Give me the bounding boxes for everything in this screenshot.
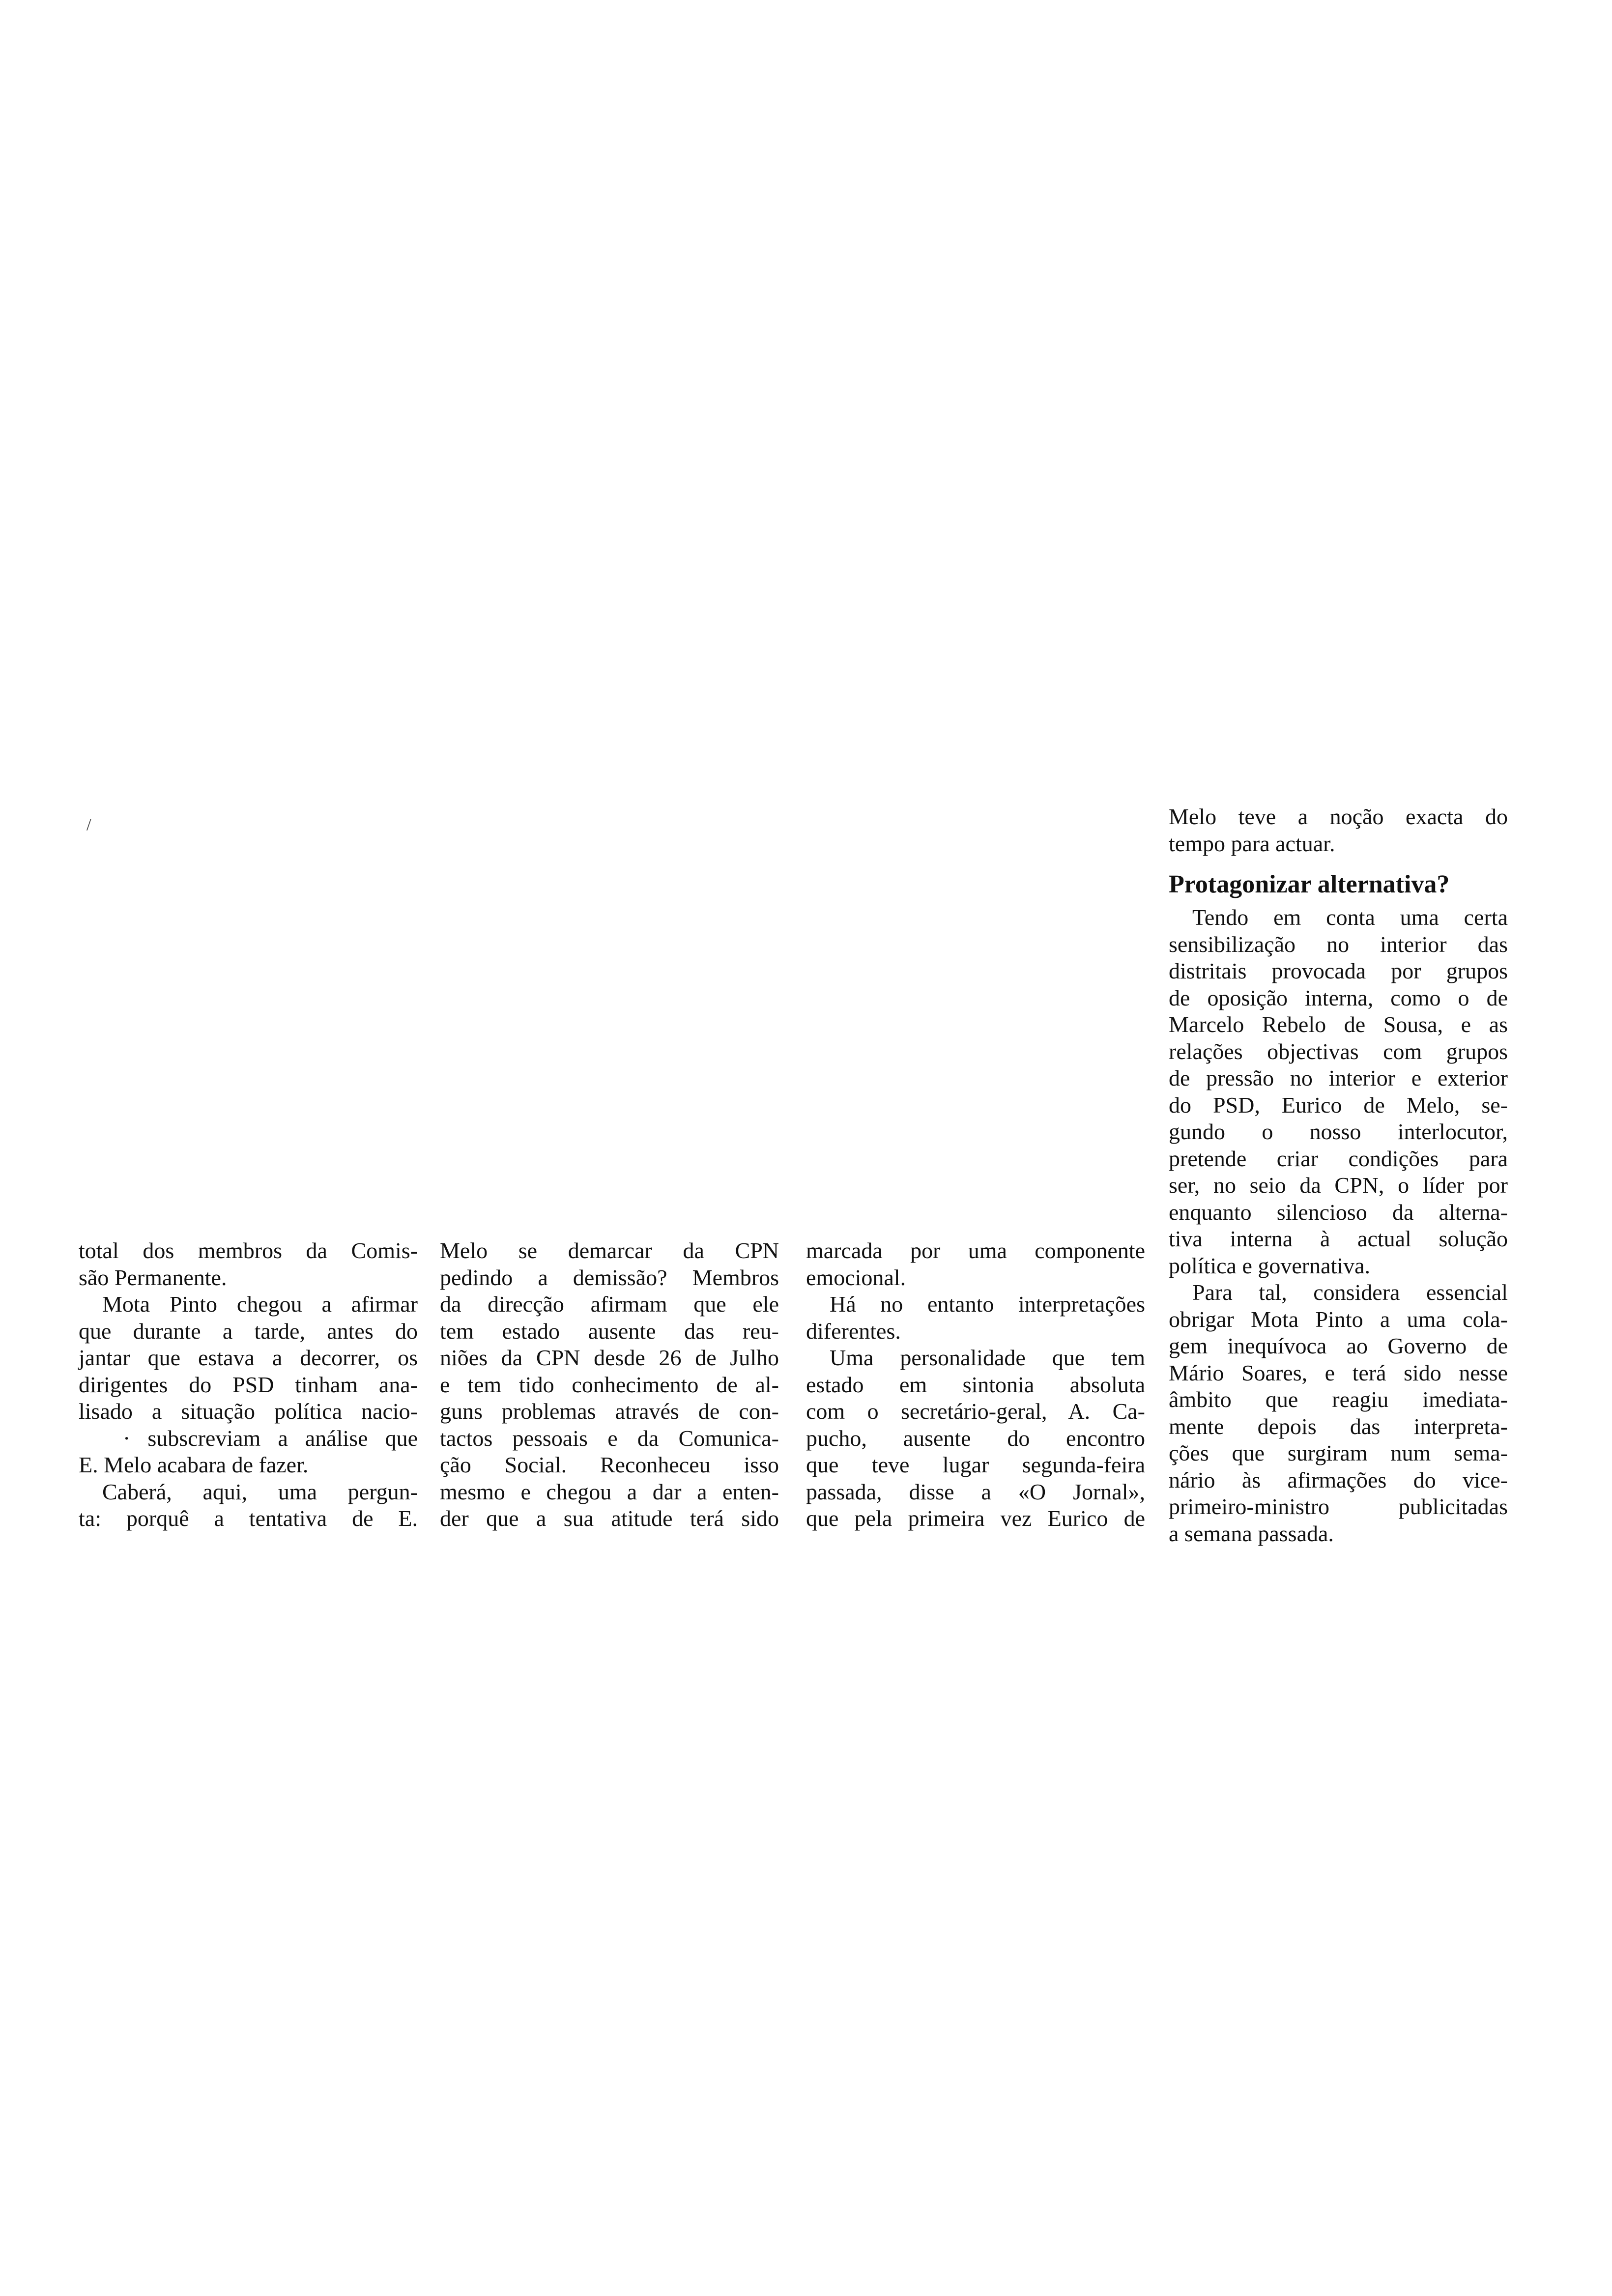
- text-line: Melo teve a noção exacta do: [1169, 804, 1508, 829]
- text-line: gem inequívoca ao Governo de: [1169, 1333, 1508, 1358]
- text-line: der que a sua atitude terá sido: [440, 1506, 779, 1531]
- text-line: Mário Soares, e terá sido nesse: [1169, 1360, 1508, 1385]
- text-line: pretende criar condições para: [1169, 1146, 1508, 1171]
- text-line: enquanto silencioso da alterna-: [1169, 1199, 1508, 1225]
- text-line: Mota Pinto chegou a afirmar: [102, 1292, 418, 1317]
- text-line: · subscreviam a análise que: [123, 1425, 418, 1451]
- section-heading: Protagonizar alternativa?: [1169, 870, 1450, 898]
- article-column-3: [806, 1237, 1145, 1532]
- text-line: tiva interna à actual solução: [1169, 1226, 1508, 1251]
- paragraph: [440, 1237, 779, 1532]
- text-line: a semana passada.: [1169, 1521, 1334, 1546]
- text-line: jantar que estava a decorrer, os: [79, 1345, 418, 1370]
- text-line: passada, disse a «O Jornal»,: [806, 1479, 1145, 1504]
- paragraph: [1169, 1279, 1508, 1547]
- text-line: que pela primeira vez Eurico de: [806, 1506, 1145, 1531]
- text-line: Há no entanto interpretações: [830, 1292, 1145, 1317]
- text-line: mente depois das interpreta-: [1169, 1413, 1508, 1439]
- text-line: Uma personalidade que tem: [830, 1345, 1145, 1370]
- article-column-2: [440, 1237, 779, 1532]
- text-line: de pressão no interior e exterior: [1169, 1065, 1508, 1091]
- text-line: que teve lugar segunda-feira: [806, 1452, 1145, 1477]
- text-line: Para tal, considera essencial: [1192, 1280, 1508, 1305]
- text-line: obrigar Mota Pinto a uma cola-: [1169, 1306, 1508, 1332]
- text-line: lisado a situação política nacio-: [79, 1399, 418, 1424]
- paragraph: [806, 1237, 1145, 1291]
- article-column-4: [1169, 804, 1508, 1547]
- text-line: são Permanente.: [79, 1264, 227, 1290]
- text-line: com o secretário-geral, A. Ca-: [806, 1399, 1145, 1424]
- text-line: relações objectivas com grupos: [1169, 1038, 1508, 1064]
- text-line: niões da CPN desde 26 de Julho: [440, 1345, 779, 1370]
- text-line: ta: porquê a tentativa de E.: [79, 1506, 418, 1531]
- text-line: primeiro-ministro publicitadas: [1169, 1494, 1508, 1519]
- text-line: gundo o nosso interlocutor,: [1169, 1119, 1508, 1144]
- text-line: E. Melo acabara de fazer.: [79, 1452, 309, 1477]
- text-line: diferentes.: [806, 1318, 901, 1344]
- text-line: âmbito que reagiu imediata-: [1169, 1387, 1508, 1412]
- text-line: distritais provocada por grupos: [1169, 958, 1508, 983]
- text-line: ser, no seio da CPN, o líder por: [1169, 1173, 1508, 1198]
- paragraph: [1169, 804, 1508, 857]
- paragraph: [79, 1479, 418, 1532]
- text-line: da direcção afirmam que ele: [440, 1292, 779, 1317]
- text-line: estado em sintonia absoluta: [806, 1372, 1145, 1397]
- text-line: mesmo e chegou a dar a enten-: [440, 1479, 779, 1504]
- text-line: tempo para actuar.: [1169, 831, 1335, 856]
- text-line: guns problemas através de con-: [440, 1399, 779, 1424]
- text-line: Tendo em conta uma certa: [1192, 905, 1508, 930]
- text-line: política e governativa.: [1169, 1253, 1371, 1278]
- text-line: tem estado ausente das reu-: [440, 1318, 779, 1344]
- text-line: e tem tido conhecimento de al-: [440, 1372, 779, 1397]
- stray-mark: /: [86, 816, 91, 834]
- text-line: pucho, ausente do encontro: [806, 1425, 1145, 1451]
- text-line: sensibilização no interior das: [1169, 931, 1508, 957]
- paragraph: [806, 1345, 1145, 1532]
- text-line: Marcelo Rebelo de Sousa, e as: [1169, 1012, 1508, 1037]
- paragraph: [806, 1291, 1145, 1345]
- text-line: emocional.: [806, 1264, 906, 1290]
- text-line: de oposição interna, como o de: [1169, 985, 1508, 1010]
- text-line: tactos pessoais e da Comunica-: [440, 1425, 779, 1451]
- text-line: Melo se demarcar da CPN: [440, 1238, 779, 1263]
- text-line: nário às afirmações do vice-: [1169, 1467, 1508, 1492]
- text-line: pedindo a demissão? Membros: [440, 1264, 779, 1290]
- text-line: marcada por uma componente: [806, 1238, 1145, 1263]
- text-line: que durante a tarde, antes do: [79, 1318, 418, 1344]
- text-line: ções que surgiram num sema-: [1169, 1440, 1508, 1465]
- paragraph: [79, 1237, 418, 1291]
- article-column-1: [79, 1237, 418, 1532]
- paragraph: [1169, 904, 1508, 1279]
- text-line: ção Social. Reconheceu isso: [440, 1452, 779, 1477]
- text-line: dirigentes do PSD tinham ana-: [79, 1372, 418, 1397]
- text-line: do PSD, Eurico de Melo, se-: [1169, 1092, 1508, 1118]
- text-line: total dos membros da Comis-: [79, 1238, 418, 1263]
- text-line: Caberá, aqui, uma pergun-: [102, 1479, 418, 1504]
- paragraph: [79, 1291, 418, 1479]
